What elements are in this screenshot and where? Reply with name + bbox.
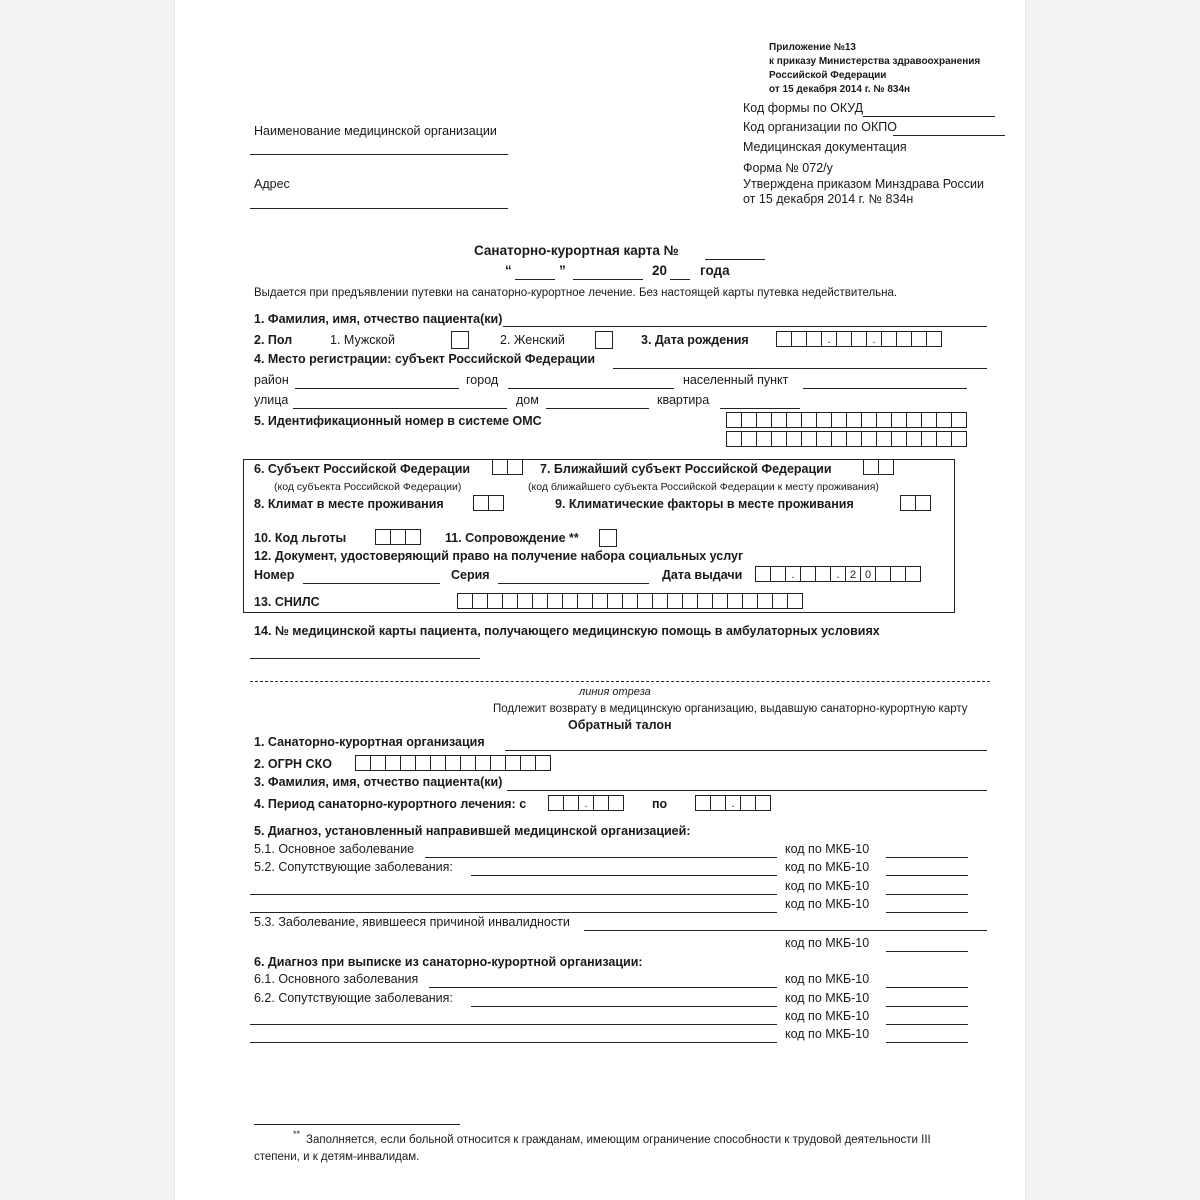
- settlement-label: населенный пункт: [683, 373, 789, 387]
- street-field[interactable]: [293, 408, 507, 409]
- climate-factors-cells[interactable]: [900, 495, 930, 511]
- oms-cells-row2[interactable]: [726, 431, 966, 447]
- approved-line2: от 15 декабря 2014 г. № 834н: [743, 192, 914, 206]
- district-label: район: [254, 373, 289, 387]
- quote-open: “: [505, 263, 512, 278]
- discharge-main-field[interactable]: [429, 987, 777, 988]
- year-word: года: [700, 263, 730, 278]
- year-field[interactable]: [670, 279, 690, 280]
- okud-label: Код формы по ОКУД: [743, 101, 864, 115]
- coupon-field2-label: 2. ОГРН СКО: [254, 757, 332, 771]
- doc-number-field[interactable]: [303, 583, 440, 584]
- icd-field-6[interactable]: [886, 987, 968, 988]
- doc-series-field[interactable]: [498, 583, 649, 584]
- right-margin: [1025, 0, 1200, 1200]
- period-from-cells[interactable]: .: [548, 795, 623, 811]
- field4-label: 4. Место регистрации: субъект Российской Федерации: [254, 352, 596, 366]
- field8-label: 8. Климат в месте проживания: [254, 497, 444, 511]
- flat-field[interactable]: [720, 408, 800, 409]
- card-number-field[interactable]: [705, 259, 765, 260]
- field14-label: 14. № медицинской карты пациента, получающего медицинскую помощь в амбулаторных условиях: [254, 624, 880, 638]
- settlement-field[interactable]: [803, 388, 967, 389]
- left-margin: [0, 0, 175, 1200]
- city-label: город: [466, 373, 499, 387]
- male-checkbox[interactable]: [451, 331, 469, 349]
- coupon-field51-label: 5.1. Основное заболевание: [254, 842, 415, 856]
- footnote-line1: Заполняется, если больной относится к гражданам, имеющим ограничение способности к трудовой деятельности III: [306, 1134, 931, 1146]
- icd-label-8: код по МКБ-10: [785, 1009, 870, 1023]
- icd-field-7[interactable]: [886, 1006, 968, 1007]
- field6-label: 6. Субъект Российской Федерации: [254, 462, 471, 476]
- address-field[interactable]: [250, 208, 508, 209]
- icd-field-3[interactable]: [886, 894, 968, 895]
- discharge-concomitant-field-1[interactable]: [471, 1006, 777, 1007]
- issue-date-cells[interactable]: . . 2 0: [755, 566, 920, 582]
- footnote-separator: [254, 1124, 460, 1125]
- icd-field-4[interactable]: [886, 912, 968, 913]
- city-field[interactable]: [508, 388, 674, 389]
- field11-label: 11. Сопровождение **: [445, 531, 579, 545]
- field7-sub: (код ближайшего субъекта Российской Федерации к месту проживания): [528, 481, 879, 493]
- icd-field-5[interactable]: [886, 951, 968, 952]
- approved-line1: Утверждена приказом Минздрава России: [743, 177, 984, 191]
- coupon-field62-label: 6.2. Сопутствующие заболевания:: [254, 991, 453, 1005]
- appendix-line4: от 15 декабря 2014 г. № 834н: [769, 84, 911, 95]
- disability-cause-field[interactable]: [584, 930, 987, 931]
- icd-field-8[interactable]: [886, 1024, 968, 1025]
- appendix-line1: Приложение №13: [769, 42, 856, 53]
- snils-cells[interactable]: [457, 593, 802, 609]
- footnote-mark: **: [293, 1129, 301, 1139]
- discharge-concomitant-field-2[interactable]: [250, 1024, 777, 1025]
- escort-checkbox[interactable]: [599, 529, 617, 547]
- district-field[interactable]: [295, 388, 459, 389]
- icd-label-5: код по МКБ-10: [785, 936, 870, 950]
- icd-label-6: код по МКБ-10: [785, 972, 870, 986]
- org-name-label: Наименование медицинской организации: [254, 124, 497, 138]
- male-label: 1. Мужской: [330, 333, 395, 347]
- period-to-cells[interactable]: .: [695, 795, 770, 811]
- concomitant-field-3[interactable]: [250, 912, 777, 913]
- concomitant-field-1[interactable]: [471, 875, 777, 876]
- month-field[interactable]: [573, 279, 643, 280]
- card-title: Санаторно-курортная карта №: [474, 243, 679, 258]
- appendix-line2: к приказу Министерства здравоохранения: [769, 56, 981, 67]
- org-name-field[interactable]: [250, 154, 508, 155]
- climate-cells[interactable]: [473, 495, 503, 511]
- field9-label: 9. Климатические факторы в месте проживания: [555, 497, 854, 511]
- med-doc-label: Медицинская документация: [743, 140, 907, 154]
- doc-number-label: Номер: [254, 568, 295, 582]
- return-note: Подлежит возврату в медицинскую организацию, выдавшую санаторно-курортную карту: [493, 703, 968, 715]
- oms-cells-row1[interactable]: [726, 412, 966, 428]
- coupon-field53-label: 5.3. Заболевание, явившееся причиной инвалидности: [254, 915, 570, 929]
- coupon-field52-label: 5.2. Сопутствующие заболевания:: [254, 860, 453, 874]
- coupon-field1-label: 1. Санаторно-курортная организация: [254, 735, 485, 749]
- field12-label: 12. Документ, удостоверяющий право на получение набора социальных услуг: [254, 549, 744, 563]
- street-label: улица: [254, 393, 289, 407]
- issue-date-label: Дата выдачи: [662, 568, 743, 582]
- quote-close: ”: [559, 263, 566, 278]
- patient-name-field[interactable]: [503, 326, 987, 327]
- cut-line-label: линия отреза: [579, 686, 651, 698]
- main-disease-field[interactable]: [425, 857, 777, 858]
- icd-field-2[interactable]: [886, 875, 968, 876]
- field5-label: 5. Идентификационный номер в системе ОМС: [254, 414, 542, 428]
- concomitant-field-2[interactable]: [250, 894, 777, 895]
- field7-label: 7. Ближайший субъект Российской Федерации: [540, 462, 832, 476]
- female-checkbox[interactable]: [595, 331, 613, 349]
- icd-label-1: код по МКБ-10: [785, 842, 870, 856]
- house-field[interactable]: [546, 408, 649, 409]
- house-label: дом: [516, 393, 539, 407]
- coupon-field6-label: 6. Диагноз при выписке из санаторно-курортной организации:: [254, 955, 643, 969]
- footnote-line2: степени, и к детям-инвалидам.: [254, 1151, 420, 1163]
- region-field[interactable]: [613, 368, 987, 369]
- nearest-region-cells[interactable]: [863, 459, 893, 475]
- century: 20: [652, 263, 668, 278]
- form-page: [175, 0, 1025, 1200]
- coupon-field5-label: 5. Диагноз, установленный направившей медицинской организацией:: [254, 824, 691, 838]
- okpo-field[interactable]: [893, 135, 1005, 136]
- discharge-concomitant-field-3[interactable]: [250, 1042, 777, 1043]
- okpo-label: Код организации по ОКПО: [743, 120, 897, 134]
- icd-field-9[interactable]: [886, 1042, 968, 1043]
- period-to-label: по: [652, 797, 668, 811]
- field1-label: 1. Фамилия, имя, отчество пациента(ки): [254, 312, 503, 326]
- ogrn-cells[interactable]: [355, 755, 550, 771]
- field10-label: 10. Код льготы: [254, 531, 347, 545]
- cut-line: [250, 681, 990, 682]
- okud-field[interactable]: [863, 116, 995, 117]
- icd-label-3: код по МКБ-10: [785, 879, 870, 893]
- benefit-code-cells[interactable]: [375, 529, 420, 545]
- field2-label: 2. Пол: [254, 333, 293, 347]
- female-label: 2. Женский: [500, 333, 565, 347]
- coupon-title: Обратный талон: [568, 718, 672, 732]
- field6-sub: (код субъекта Российской Федерации): [274, 481, 462, 493]
- field13-label: 13. СНИЛС: [254, 595, 320, 609]
- coupon-field3-label: 3. Фамилия, имя, отчество пациента(ки): [254, 775, 503, 789]
- icd-label-7: код по МКБ-10: [785, 991, 870, 1005]
- icd-field-1[interactable]: [886, 857, 968, 858]
- address-label: Адрес: [254, 177, 290, 191]
- doc-series-label: Серия: [451, 568, 490, 582]
- icd-label-4: код по МКБ-10: [785, 897, 870, 911]
- day-field[interactable]: [515, 279, 555, 280]
- med-card-number-field[interactable]: [250, 658, 480, 659]
- coupon-field61-label: 6.1. Основного заболевания: [254, 972, 419, 986]
- form-number: Форма № 072/у: [743, 161, 833, 175]
- flat-label: квартира: [657, 393, 710, 407]
- icd-label-9: код по МКБ-10: [785, 1027, 870, 1041]
- card-note: Выдается при предъявлении путевки на санаторно-курортное лечение. Без настоящей карты путевка недействительна.: [254, 287, 898, 299]
- birth-date-cells[interactable]: . .: [776, 331, 941, 347]
- sanatorium-field[interactable]: [505, 750, 987, 751]
- region-code-cells[interactable]: [492, 459, 522, 475]
- icd-label-2: код по МКБ-10: [785, 860, 870, 874]
- appendix-line3: Российской Федерации: [769, 70, 887, 81]
- coupon-patient-name-field[interactable]: [507, 790, 987, 791]
- coupon-field4-label: 4. Период санаторно-курортного лечения: с: [254, 797, 527, 811]
- field3-label: 3. Дата рождения: [641, 333, 749, 347]
